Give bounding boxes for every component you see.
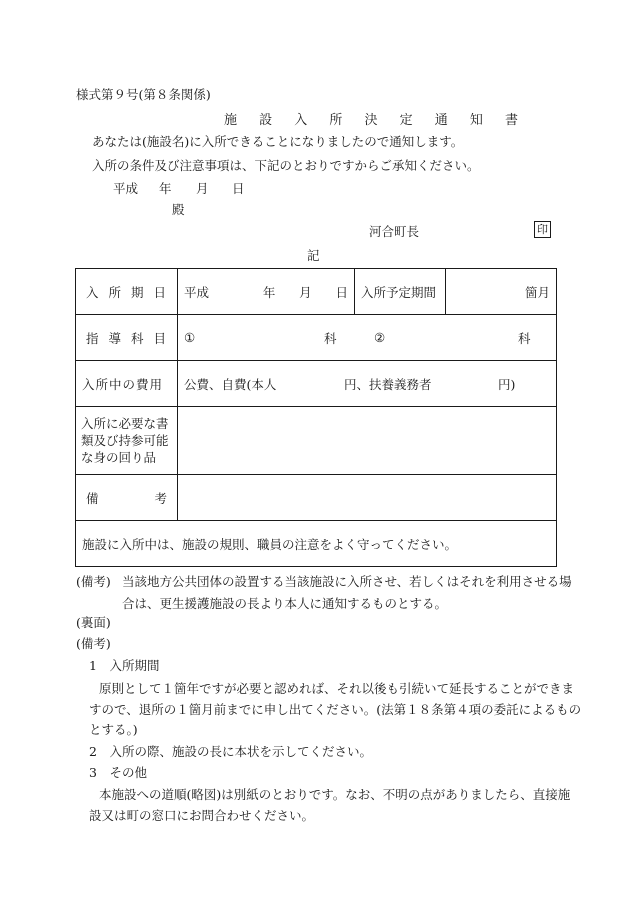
label-char: 目 xyxy=(153,330,167,346)
admission-date-month: 月 xyxy=(299,284,312,300)
label-char: 所 xyxy=(108,284,122,300)
label-guidance-subjects xyxy=(76,315,178,361)
row-required-items xyxy=(76,407,557,475)
label-char: 考 xyxy=(154,490,167,506)
costs-label: 入所中の費用 xyxy=(82,376,164,392)
addressee-suffix: 殿 xyxy=(172,202,185,217)
label-planned-period xyxy=(355,269,446,315)
back-remarks-label: (備考) xyxy=(76,636,111,651)
remarks-line-1: 当該地方公共団体の設置する当該施設に入所させ、若しくはそれを利用させる場 xyxy=(122,574,572,589)
subject-1-marker: ① xyxy=(184,330,196,345)
costs-yen-guardian: 円) xyxy=(498,376,516,392)
document-title: 施 設 入 所 決 定 通 知 書 xyxy=(224,113,528,128)
issuer-name: 河合町長 xyxy=(369,224,420,239)
label-char: 科 xyxy=(130,330,145,346)
label-char: 入 xyxy=(86,284,100,300)
date-era: 平成 xyxy=(113,181,139,196)
required-items-label-3: な身の回り品 xyxy=(81,450,157,465)
admission-date-year: 年 xyxy=(262,284,276,300)
intro-line-2: 入所の条件及び注意事項は、下記のとおりですからご承知ください。 xyxy=(92,158,480,173)
back-item-3-line-1: 本施設への道順(略図)は別紙のとおりです。なお、不明の点がありましたら、直接施 xyxy=(99,787,571,802)
costs-public: 公費、自費(本人 xyxy=(184,376,277,392)
notes-field[interactable] xyxy=(178,475,557,521)
seal-mark: 印 xyxy=(534,221,551,238)
label-char: 備 xyxy=(86,490,99,506)
facility-rules-notice: 施設に入所中は、施設の規則、職員の注意をよく守ってください。 xyxy=(76,521,557,567)
remarks-line-2: 合は、更生援護施設の長より本人に通知するものとする。 xyxy=(122,596,448,611)
back-item-1-title: 1 入所期間 xyxy=(89,658,160,673)
costs-yen-self: 円、扶養義務者 xyxy=(344,376,432,392)
back-item-3-title: 3 その他 xyxy=(89,765,147,780)
back-item-1-line-2: すので、退所の１箇月前までに申し出てください。(法第１８条第４項の委託によるもの xyxy=(89,702,582,717)
remarks-label: (備考) xyxy=(76,574,111,589)
label-char: 導 xyxy=(108,330,122,346)
costs-field[interactable] xyxy=(178,361,557,407)
admission-date-field[interactable] xyxy=(178,269,355,315)
planned-period-label: 入所予定期間 xyxy=(361,284,437,300)
row-notice xyxy=(76,521,557,567)
label-char: 指 xyxy=(86,330,100,346)
planned-period-unit: 箇月 xyxy=(524,284,550,300)
back-item-2: 2 入所の際、施設の長に本状を示してください。 xyxy=(89,744,372,759)
row-notes xyxy=(76,475,557,521)
guidance-subjects-field[interactable] xyxy=(178,315,557,361)
back-item-1-line-3: とする。) xyxy=(89,722,138,737)
date-year-label: 年 xyxy=(159,181,172,196)
row-admission-date xyxy=(76,269,557,315)
planned-period-field[interactable] xyxy=(446,269,557,315)
form-table xyxy=(75,268,557,567)
label-char: 日 xyxy=(153,284,167,300)
required-items-label-2: 類及び持参可能 xyxy=(81,433,169,448)
label-admission-date xyxy=(76,269,178,315)
required-items-field[interactable] xyxy=(178,407,557,475)
back-item-1-line-1: 原則として１箇年ですが必要と認めれば、それ以後も引続いて延長することができま xyxy=(99,681,575,696)
subject-1-unit: 科 xyxy=(324,330,337,346)
back-item-3-line-2: 設又は町の窓口にお問合わせください。 xyxy=(89,808,315,823)
date-month-label: 月 xyxy=(196,181,209,196)
intro-line-1: あなたは(施設名)に入所できることになりましたので通知します。 xyxy=(92,134,464,149)
row-guidance-subjects xyxy=(76,315,557,361)
back-side-label: (裏面) xyxy=(76,615,111,630)
subject-2-marker: ② xyxy=(374,330,386,345)
date-day-label: 日 xyxy=(232,181,245,196)
required-items-label-1: 入所に必要な書 xyxy=(81,416,169,431)
admission-date-era: 平成 xyxy=(184,284,210,300)
form-number: 様式第９号(第８条関係) xyxy=(76,87,211,102)
subject-2-unit: 科 xyxy=(518,330,531,346)
label-notes xyxy=(76,475,178,521)
admission-date-day: 日 xyxy=(335,284,348,300)
label-char: 期 xyxy=(130,284,145,300)
row-costs xyxy=(76,361,557,407)
label-required-items xyxy=(76,407,178,475)
ki-heading: 記 xyxy=(307,248,320,263)
label-costs xyxy=(76,361,178,407)
